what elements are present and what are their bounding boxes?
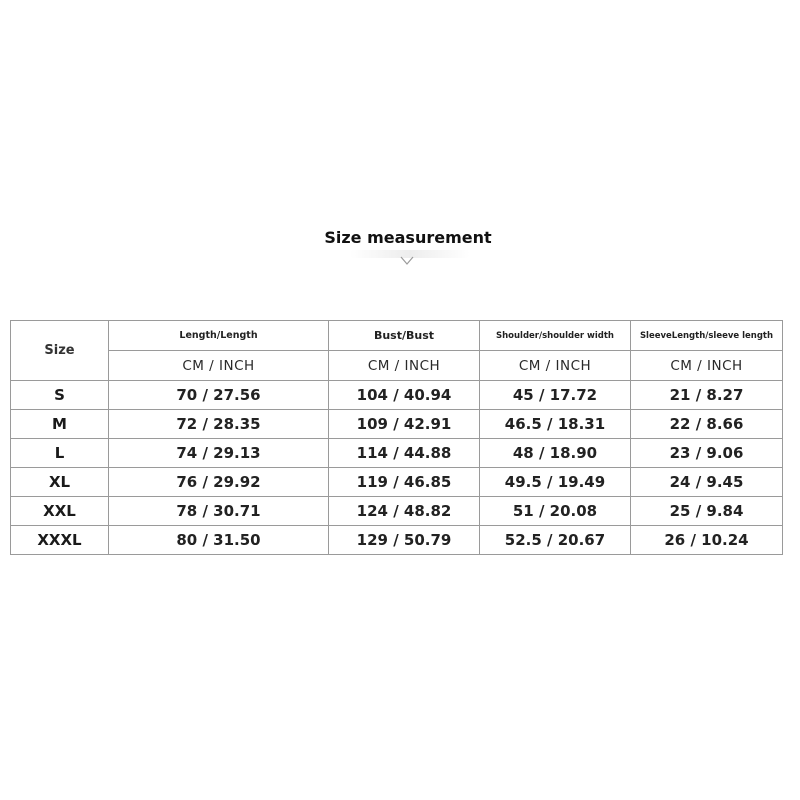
table-header-row	[11, 321, 783, 351]
sleeve-value: 22 / 8.66	[631, 410, 783, 439]
size-label: S	[11, 381, 109, 410]
sleeve-value: 23 / 9.06	[631, 439, 783, 468]
unit-shoulder: CM / INCH	[480, 351, 631, 381]
sleeve-value: 25 / 9.84	[631, 497, 783, 526]
unit-length: CM / INCH	[109, 351, 329, 381]
bust-value: 114 / 44.88	[329, 439, 480, 468]
unit-bust: CM / INCH	[329, 351, 480, 381]
length-value: 78 / 30.71	[109, 497, 329, 526]
table-row	[11, 381, 783, 410]
table-row	[11, 410, 783, 439]
size-label: XL	[11, 468, 109, 497]
table-row	[11, 468, 783, 497]
sleeve-value: 26 / 10.24	[631, 526, 783, 555]
bust-value: 124 / 48.82	[329, 497, 480, 526]
size-label: M	[11, 410, 109, 439]
bust-value: 104 / 40.94	[329, 381, 480, 410]
header-bust: Bust/Bust	[329, 321, 480, 351]
size-label: XXL	[11, 497, 109, 526]
page-title: Size measurement	[324, 228, 492, 247]
table-row	[11, 497, 783, 526]
shoulder-value: 45 / 17.72	[480, 381, 631, 410]
length-value: 80 / 31.50	[109, 526, 329, 555]
bust-value: 129 / 50.79	[329, 526, 480, 555]
table-unit-row	[11, 351, 783, 381]
sleeve-value: 21 / 8.27	[631, 381, 783, 410]
size-header: Size	[11, 321, 109, 381]
shoulder-value: 52.5 / 20.67	[480, 526, 631, 555]
bust-value: 109 / 42.91	[329, 410, 480, 439]
size-label: XXXL	[11, 526, 109, 555]
chevron-down-icon	[400, 256, 414, 266]
shoulder-value: 51 / 20.08	[480, 497, 631, 526]
size-table	[10, 320, 783, 555]
shoulder-value: 49.5 / 19.49	[480, 468, 631, 497]
length-value: 76 / 29.92	[109, 468, 329, 497]
sleeve-value: 24 / 9.45	[631, 468, 783, 497]
header-sleeve: SleeveLength/sleeve length	[631, 321, 783, 351]
bust-value: 119 / 46.85	[329, 468, 480, 497]
shoulder-value: 48 / 18.90	[480, 439, 631, 468]
size-label: L	[11, 439, 109, 468]
table-row	[11, 526, 783, 555]
table-row	[11, 439, 783, 468]
length-value: 74 / 29.13	[109, 439, 329, 468]
header-shoulder: Shoulder/shoulder width	[480, 321, 631, 351]
shoulder-value: 46.5 / 18.31	[480, 410, 631, 439]
header-length: Length/Length	[109, 321, 329, 351]
length-value: 70 / 27.56	[109, 381, 329, 410]
length-value: 72 / 28.35	[109, 410, 329, 439]
unit-sleeve: CM / INCH	[631, 351, 783, 381]
